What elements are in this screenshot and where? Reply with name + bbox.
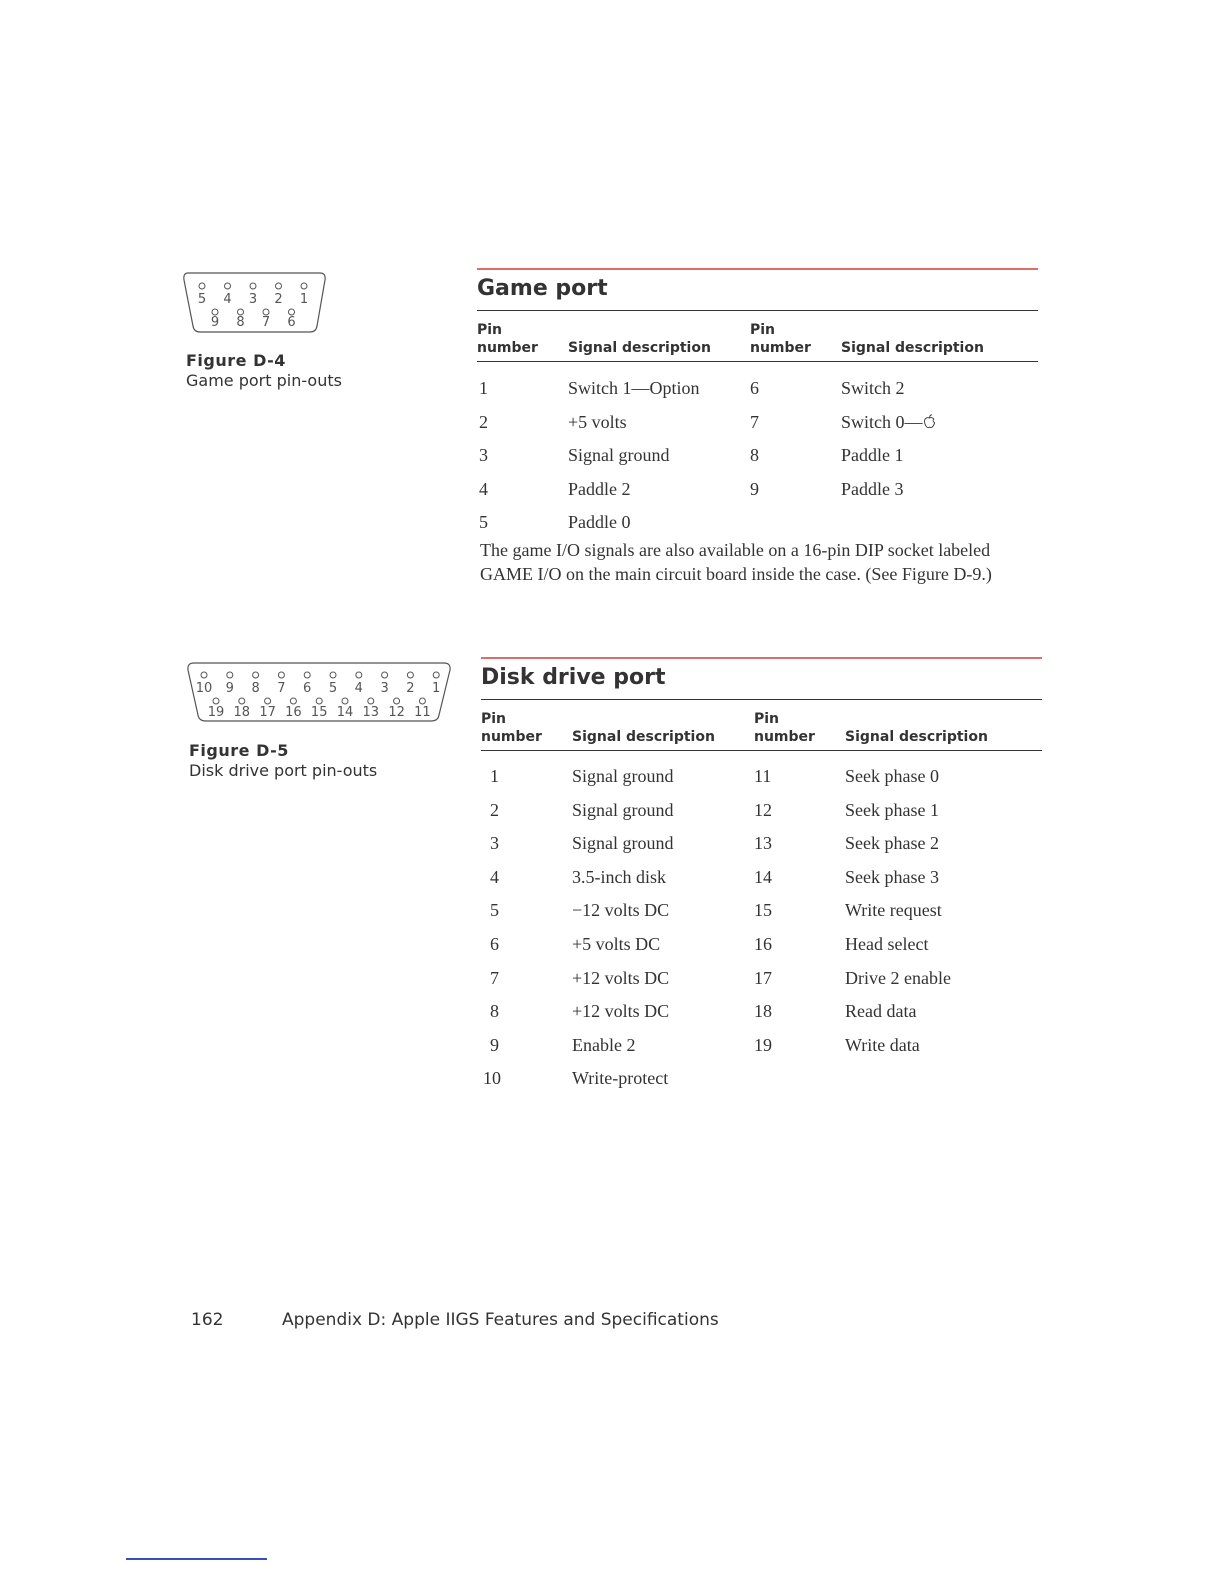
connector-pin: [239, 698, 245, 704]
connector-pin-label: 6: [303, 681, 312, 696]
connector-pin: [290, 698, 296, 704]
signal-description: Signal ground: [572, 766, 674, 786]
game-port-section: [477, 268, 1038, 538]
page-number: 162: [191, 1310, 224, 1330]
pin-number: 8: [490, 1001, 499, 1022]
connector-pin-label: 9: [225, 681, 234, 696]
connector-pin-label: 15: [310, 705, 328, 720]
pin-number: 3: [479, 445, 488, 466]
pin-number: 2: [490, 799, 499, 820]
connector-pin-label: 2: [274, 292, 283, 307]
connector-pin-label: 2: [406, 681, 415, 696]
figure-number: Figure D-5: [189, 741, 289, 760]
pin-number: 9: [490, 1034, 499, 1055]
pin-header-bottom-2: number: [750, 340, 811, 356]
signal-description: Seek phase 1: [845, 799, 939, 820]
signal-description: Read data: [845, 1001, 917, 1022]
connector-pin: [407, 672, 413, 678]
connector-pin: [394, 698, 400, 704]
connector-pin: [342, 698, 348, 704]
pin-number: 7: [750, 411, 759, 432]
signal-description: Write-protect: [572, 1068, 669, 1089]
pin-number: 18: [754, 1001, 772, 1022]
pin-number: 5: [490, 900, 499, 921]
signal-description: +12 volts DC: [572, 967, 670, 988]
signal-description: Write data: [845, 1034, 920, 1055]
game-port-connector-diagram: [180, 270, 330, 336]
connector-pin: [201, 672, 207, 678]
game-port-note: The game I/O signals are also available on a 16-pin DIP socket labeled GAME I/O on the main circuit board inside the case. (See Figure D-9.): [480, 540, 992, 584]
pin-number: 6: [750, 378, 759, 398]
connector-pin: [199, 283, 205, 289]
connector-pin-label: 5: [328, 681, 338, 696]
signal-description: +5 volts: [568, 411, 627, 432]
signal-description: Drive 2 enable: [845, 967, 951, 988]
table-row: [477, 404, 1038, 438]
signal-description: Paddle 1: [841, 445, 904, 466]
connector-pin: [382, 672, 388, 678]
pin-number: 8: [750, 445, 759, 466]
connector-pin: [227, 672, 233, 678]
figure-title: Disk drive port pin-outs: [189, 761, 378, 780]
section-title: Disk drive port: [481, 665, 666, 690]
signal-description: Switch 2: [841, 378, 905, 398]
pin-number: 7: [490, 967, 499, 988]
table-row: [481, 758, 1042, 792]
connector-pin-label: 9: [210, 315, 220, 330]
connector-pin: [316, 698, 322, 704]
figure-d4-caption: [186, 351, 342, 390]
signal-header-2: Signal description: [841, 340, 984, 356]
disk-drive-connector-diagram: [184, 660, 454, 724]
connector-pin-label: 17: [259, 705, 276, 720]
connector-pin-label: 7: [277, 681, 286, 696]
signal-description: Signal ground: [572, 833, 674, 854]
connector-pin-label: 1: [299, 292, 309, 307]
signal-description: +5 volts DC: [572, 933, 661, 954]
signal-description: Write request: [845, 900, 942, 921]
section-title: Game port: [477, 276, 608, 301]
table-header: [477, 311, 1038, 361]
connector-pin-label: 4: [354, 681, 363, 696]
signal-header-2: Signal description: [845, 729, 988, 745]
connector-pin: [330, 672, 336, 678]
connector-pin: [250, 283, 256, 289]
signal-header: Signal description: [568, 340, 711, 356]
table-row: [481, 892, 1042, 926]
signal-description: Paddle 3: [841, 478, 904, 499]
connector-pin: [304, 672, 310, 678]
connector-pin-label: 5: [197, 292, 207, 307]
signal-description: +12 volts DC: [572, 1001, 670, 1022]
connector-pin-label: 8: [251, 681, 260, 696]
signal-description: Seek phase 2: [845, 833, 939, 854]
signal-description: Head select: [845, 933, 929, 954]
signal-description: Seek phase 3: [845, 866, 939, 887]
section-accent-rule: [477, 268, 1038, 270]
pin-header-top: Pin: [477, 322, 503, 338]
table-row: [477, 437, 1038, 471]
table-row: [477, 504, 1038, 538]
pin-number: 12: [754, 799, 772, 820]
connector-pin-label: 1: [432, 681, 441, 696]
connector-pin-label: 19: [207, 705, 225, 720]
connector-pin-label: 8: [236, 315, 245, 330]
signal-description: Paddle 2: [568, 478, 631, 499]
pin-number: 10: [483, 1068, 501, 1089]
table-row: [481, 960, 1042, 994]
connector-pin-label: 12: [388, 705, 405, 720]
connector-pin-label: 16: [285, 705, 302, 720]
pin-number: 9: [750, 478, 759, 499]
pin-header-bottom: number: [477, 340, 538, 356]
table-row: [481, 926, 1042, 960]
pin-number: 1: [490, 766, 499, 786]
signal-description: Switch 1—Option: [568, 378, 700, 398]
signal-description: Signal ground: [572, 799, 674, 820]
connector-pin-label: 3: [380, 681, 389, 696]
disk-drive-port-section: [481, 657, 1042, 1094]
pin-number: 19: [754, 1034, 772, 1055]
pin-number: 15: [754, 900, 772, 921]
connector-pin: [419, 698, 425, 704]
pin-number: 17: [754, 967, 772, 988]
table-row: [481, 792, 1042, 826]
pin-header-top-2: Pin: [750, 322, 776, 338]
apple-icon: [923, 414, 936, 429]
table-row: [481, 1060, 1042, 1094]
table-row: [481, 993, 1042, 1027]
connector-pin-label: 11: [414, 705, 431, 720]
signal-description: [841, 412, 936, 433]
figure-d5-caption: [189, 741, 377, 780]
connector-pin-label: 6: [287, 315, 296, 330]
table-row: [477, 471, 1038, 505]
pin-number: 11: [754, 766, 772, 786]
bottom-underline: [126, 1558, 267, 1560]
pin-header-top-2: Pin: [754, 711, 780, 727]
signal-description: Seek phase 0: [845, 766, 939, 786]
connector-pin-label: 13: [362, 705, 380, 720]
signal-text: Switch 0—: [841, 411, 923, 432]
pin-number: 16: [754, 933, 772, 954]
connector-pin: [225, 283, 231, 289]
connector-pin: [356, 672, 362, 678]
connector-pin-label: 10: [195, 681, 213, 696]
section-accent-rule: [481, 657, 1042, 659]
connector-pin: [213, 698, 219, 704]
signal-description: Paddle 0: [568, 512, 631, 533]
pin-number: 5: [479, 512, 488, 533]
pin-number: 13: [754, 833, 772, 854]
table-row: [481, 1027, 1042, 1061]
pin-header-top: Pin: [481, 711, 507, 727]
figure-number: Figure D-4: [186, 351, 286, 370]
table-header: [481, 700, 1042, 750]
connector-pin: [253, 672, 259, 678]
signal-description: Signal ground: [568, 445, 670, 466]
connector-pin-label: 3: [248, 292, 258, 307]
pin-number: 3: [490, 833, 499, 854]
connector-pin: [278, 672, 284, 678]
pin-number: 14: [754, 866, 772, 887]
signal-description: −12 volts DC: [572, 900, 670, 921]
connector-pin: [265, 698, 271, 704]
pin-number: 4: [479, 478, 488, 499]
pin-header-bottom: number: [481, 729, 542, 745]
running-head: Appendix D: Apple IIGS Features and Specifications: [282, 1310, 719, 1330]
signal-description: 3.5-inch disk: [572, 866, 666, 887]
connector-pin: [368, 698, 374, 704]
signal-header: Signal description: [572, 729, 715, 745]
connector-pin: [301, 283, 307, 289]
table-row: [477, 370, 1038, 404]
pin-number: 4: [490, 866, 499, 887]
pin-number: 2: [479, 411, 488, 432]
table-row: [481, 825, 1042, 859]
pin-number: 1: [479, 378, 488, 398]
pin-header-bottom-2: number: [754, 729, 815, 745]
connector-pin-label: 18: [233, 705, 251, 720]
connector-pin: [276, 283, 282, 289]
connector-pin-label: 7: [261, 315, 271, 330]
figure-title: Game port pin-outs: [186, 371, 342, 390]
table-row: [481, 859, 1042, 893]
connector-pin: [433, 672, 439, 678]
signal-description: Enable 2: [572, 1034, 636, 1055]
connector-pin-label: 14: [336, 705, 354, 720]
connector-pin-label: 4: [223, 292, 232, 307]
pin-number: 6: [490, 933, 499, 954]
